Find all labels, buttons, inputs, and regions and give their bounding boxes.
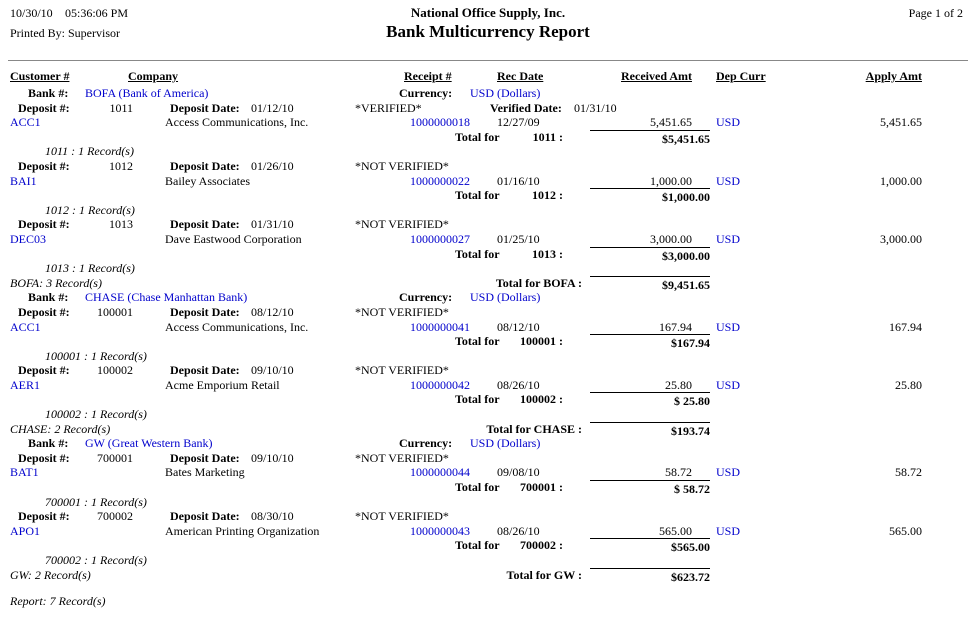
apply-amount: 167.94	[889, 319, 922, 334]
total-for-label: Total for	[455, 480, 500, 495]
receipt-detail-row	[0, 174, 976, 189]
deposit-number: 1013	[109, 217, 133, 232]
receipt-detail-row	[0, 465, 976, 480]
receipt-date: 12/27/09	[497, 115, 540, 130]
report-records-row	[0, 594, 976, 609]
bank-link[interactable]: CHASE (Chase Manhattan Bank)	[85, 290, 248, 305]
header-divider	[8, 60, 968, 61]
verification-status: *NOT VERIFIED*	[355, 450, 449, 465]
deposit-number: 1012	[109, 158, 133, 173]
deposit-total-amount: $ 58.72	[590, 480, 710, 497]
deposit-record-count: 100001 : 1 Record(s)	[45, 348, 147, 363]
company-name: Access Communications, Inc.	[165, 115, 309, 130]
currency-label: Currency:	[399, 436, 453, 451]
bank-link[interactable]: BOFA (Bank of America)	[85, 86, 209, 100]
total-for-label: Total for	[455, 538, 500, 553]
receipt-date: 09/08/10	[497, 465, 540, 480]
deposit-records-row	[0, 203, 976, 218]
bank-total-label: Total for BOFA :	[495, 275, 582, 290]
deposit-date-label: Deposit Date:	[170, 217, 240, 232]
deposit-total-row	[0, 392, 976, 407]
report-body	[0, 86, 976, 609]
deposit-currency-link[interactable]: USD	[716, 115, 741, 130]
deposit-total-row	[0, 334, 976, 349]
deposit-total-number: 1013 :	[532, 246, 563, 261]
verification-status: *VERIFIED*	[355, 100, 422, 115]
total-for-label: Total for	[455, 188, 500, 203]
received-amount: 1,000.00	[650, 173, 692, 188]
received-amount: 167.94	[659, 319, 692, 334]
deposit-total-number: 700001 :	[520, 480, 563, 495]
bank-total-row	[0, 568, 976, 583]
customer-link[interactable]: ACC1	[10, 319, 41, 334]
receipt-link[interactable]: 1000000044	[410, 465, 470, 480]
total-for-label: Total for	[455, 129, 500, 144]
deposit-currency-link[interactable]: USD	[716, 319, 741, 334]
apply-amount: 1,000.00	[880, 173, 922, 188]
report-record-count: Report: 7 Record(s)	[10, 594, 106, 609]
bank-record-count: CHASE: 2 Record(s)	[10, 421, 111, 436]
total-for-label: Total for	[455, 246, 500, 261]
bank-total-amount: $623.72	[590, 568, 710, 585]
deposit-date-label: Deposit Date:	[170, 158, 240, 173]
receipt-detail-row	[0, 232, 976, 247]
bank-header-row	[0, 290, 976, 305]
deposit-records-row	[0, 349, 976, 364]
deposit-records-row	[0, 144, 976, 159]
deposit-number-label: Deposit #:	[18, 100, 70, 115]
customer-link[interactable]: APO1	[10, 523, 41, 538]
verification-status: *NOT VERIFIED*	[355, 158, 449, 173]
received-amount: 5,451.65	[650, 115, 692, 130]
column-header-row	[0, 69, 976, 84]
bank-link[interactable]: GW (Great Western Bank)	[85, 436, 213, 451]
deposit-total-amount: $167.94	[590, 334, 710, 351]
deposit-record-count: 700002 : 1 Record(s)	[45, 553, 147, 567]
report-header	[0, 0, 976, 60]
deposit-number-label: Deposit #:	[18, 304, 70, 319]
deposit-date: 08/30/10	[251, 509, 294, 524]
deposit-total-row	[0, 480, 976, 495]
col-received-amt: Received Amt	[621, 69, 692, 83]
deposit-number: 700002	[97, 509, 133, 524]
received-amount: 565.00	[659, 523, 692, 538]
deposit-date: 09/10/10	[251, 363, 294, 378]
deposit-record-count: 1011 : 1 Record(s)	[45, 144, 134, 159]
verification-status: *NOT VERIFIED*	[355, 509, 449, 524]
deposit-number-label: Deposit #:	[18, 363, 70, 378]
deposit-currency-link[interactable]: USD	[716, 523, 741, 538]
col-apply-amt: Apply Amt	[865, 69, 922, 83]
verification-status: *NOT VERIFIED*	[355, 217, 449, 232]
deposit-total-row	[0, 538, 976, 553]
bank-total-label: Total for GW :	[506, 567, 582, 582]
receipt-link[interactable]: 1000000042	[410, 377, 470, 392]
print-time: 05:36:06 PM	[65, 6, 129, 20]
company-name: Dave Eastwood Corporation	[165, 231, 302, 246]
page-number: Page 1 of 2	[908, 6, 963, 20]
receipt-date: 08/26/10	[497, 377, 540, 392]
verification-status: *NOT VERIFIED*	[355, 363, 449, 378]
apply-amount: 5,451.65	[880, 115, 922, 130]
deposit-record-count: 1013 : 1 Record(s)	[45, 261, 135, 276]
deposit-records-row	[0, 261, 976, 276]
apply-amount: 58.72	[895, 465, 922, 480]
currency-link[interactable]: USD (Dollars)	[470, 436, 541, 451]
deposit-header-row	[0, 451, 976, 466]
customer-link[interactable]: BAI1	[10, 173, 37, 188]
deposit-total-row	[0, 188, 976, 203]
receipt-date: 08/12/10	[497, 319, 540, 334]
deposit-currency-link[interactable]: USD	[716, 173, 741, 188]
currency-label: Currency:	[399, 290, 453, 305]
receipt-link[interactable]: 1000000043	[410, 523, 470, 538]
receipt-link[interactable]: 1000000027	[410, 231, 470, 246]
total-for-label: Total for	[455, 392, 500, 407]
received-amount: 3,000.00	[650, 231, 692, 246]
deposit-total-number: 1011 :	[532, 129, 563, 144]
deposit-date-label: Deposit Date:	[170, 304, 240, 319]
customer-link[interactable]: DEC03	[10, 231, 46, 246]
currency-link[interactable]: USD (Dollars)	[470, 86, 541, 100]
deposit-record-count: 100002 : 1 Record(s)	[45, 407, 147, 422]
receipt-date: 08/26/10	[497, 523, 540, 538]
report-title: Bank Multicurrency Report	[386, 22, 590, 41]
deposit-records-row	[0, 553, 976, 568]
deposit-records-row	[0, 407, 976, 422]
receipt-link[interactable]: 1000000022	[410, 173, 470, 188]
receipt-detail-row	[0, 378, 976, 393]
bank-total-row	[0, 422, 976, 437]
deposit-total-row	[0, 247, 976, 262]
currency-label: Currency:	[399, 86, 453, 100]
deposit-records-row	[0, 495, 976, 510]
col-customer: Customer #	[10, 69, 70, 83]
deposit-date-label: Deposit Date:	[170, 100, 240, 115]
deposit-header-row	[0, 101, 976, 116]
col-dep-curr: Dep Curr	[716, 69, 766, 83]
print-date: 10/30/10	[10, 6, 53, 20]
bank-record-count: GW: 2 Record(s)	[10, 567, 91, 582]
bank-header-row	[0, 436, 976, 451]
deposit-number-label: Deposit #:	[18, 158, 70, 173]
deposit-number: 100001	[97, 304, 133, 319]
deposit-number-label: Deposit #:	[18, 509, 70, 524]
deposit-date: 01/26/10	[251, 158, 294, 173]
deposit-date-label: Deposit Date:	[170, 450, 240, 465]
bank-number-label: Bank #:	[28, 86, 69, 100]
receipt-detail-row	[0, 320, 976, 335]
apply-amount: 3,000.00	[880, 231, 922, 246]
deposit-total-amount: $565.00	[590, 538, 710, 555]
customer-link[interactable]: ACC1	[10, 115, 41, 130]
receipt-link[interactable]: 1000000041	[410, 319, 470, 334]
company-name: Bailey Associates	[165, 173, 250, 188]
total-for-label: Total for	[455, 334, 500, 349]
deposit-total-amount: $ 25.80	[590, 392, 710, 409]
bank-number-label: Bank #:	[28, 290, 69, 305]
col-receipt: Receipt #	[404, 69, 452, 83]
deposit-header-row	[0, 305, 976, 320]
company-name: Access Communications, Inc.	[165, 319, 309, 334]
company-name: American Printing Organization	[165, 523, 320, 538]
received-amount: 25.80	[665, 377, 692, 392]
company-title: National Office Supply, Inc.	[410, 5, 566, 20]
deposit-header-row	[0, 217, 976, 232]
deposit-date: 09/10/10	[251, 450, 294, 465]
company-name: Acme Emporium Retail	[165, 377, 280, 392]
deposit-date: 08/12/10	[251, 304, 294, 319]
receipt-date: 01/16/10	[497, 173, 540, 188]
deposit-date-label: Deposit Date:	[170, 363, 240, 378]
bank-total-amount: $193.74	[590, 422, 710, 439]
deposit-number-label: Deposit #:	[18, 450, 70, 465]
customer-link[interactable]: BAT1	[10, 465, 39, 480]
apply-amount: 25.80	[895, 377, 922, 392]
company-name: Bates Marketing	[165, 465, 245, 480]
currency-link[interactable]: USD (Dollars)	[470, 290, 541, 305]
deposit-currency-link[interactable]: USD	[716, 231, 741, 246]
bank-header-row	[0, 86, 976, 101]
deposit-date: 01/12/10	[251, 100, 294, 115]
verification-status: *NOT VERIFIED*	[355, 304, 449, 319]
deposit-header-row	[0, 363, 976, 378]
receipt-link[interactable]: 1000000018	[410, 115, 470, 130]
deposit-number-label: Deposit #:	[18, 217, 70, 232]
deposit-currency-link[interactable]: USD	[716, 377, 741, 392]
apply-amount: 565.00	[889, 523, 922, 538]
receipt-date: 01/25/10	[497, 231, 540, 246]
col-rec-date: Rec Date	[497, 69, 544, 83]
deposit-currency-link[interactable]: USD	[716, 465, 741, 480]
bank-number-label: Bank #:	[28, 436, 69, 451]
deposit-total-number: 1012 :	[532, 188, 563, 203]
receipt-detail-row	[0, 524, 976, 539]
deposit-total-row	[0, 130, 976, 145]
verified-date: 01/31/10	[574, 100, 617, 115]
deposit-number: 100002	[97, 363, 133, 378]
bank-total-amount: $9,451.65	[590, 276, 710, 293]
bank-record-count: BOFA: 3 Record(s)	[10, 275, 102, 290]
received-amount: 58.72	[665, 465, 692, 480]
customer-link[interactable]: AER1	[10, 377, 40, 392]
deposit-total-amount: $3,000.00	[590, 247, 710, 264]
deposit-total-amount: $1,000.00	[590, 188, 710, 205]
deposit-number: 1011	[109, 100, 133, 115]
bank-total-label: Total for CHASE :	[486, 421, 582, 436]
col-company: Company	[128, 69, 179, 83]
deposit-total-amount: $5,451.65	[590, 130, 710, 147]
deposit-header-row	[0, 509, 976, 524]
verified-date-label: Verified Date:	[490, 100, 562, 115]
printed-by: Printed By: Supervisor	[10, 26, 120, 40]
bank-total-row	[0, 276, 976, 291]
deposit-record-count: 700001 : 1 Record(s)	[45, 494, 147, 509]
deposit-record-count: 1012 : 1 Record(s)	[45, 202, 135, 217]
deposit-total-number: 100002 :	[520, 392, 563, 407]
deposit-header-row	[0, 159, 976, 174]
receipt-detail-row	[0, 115, 976, 130]
deposit-total-number: 700002 :	[520, 538, 563, 553]
deposit-date-label: Deposit Date:	[170, 509, 240, 524]
deposit-number: 700001	[97, 450, 133, 465]
deposit-total-number: 100001 :	[520, 334, 563, 349]
deposit-date: 01/31/10	[251, 217, 294, 232]
